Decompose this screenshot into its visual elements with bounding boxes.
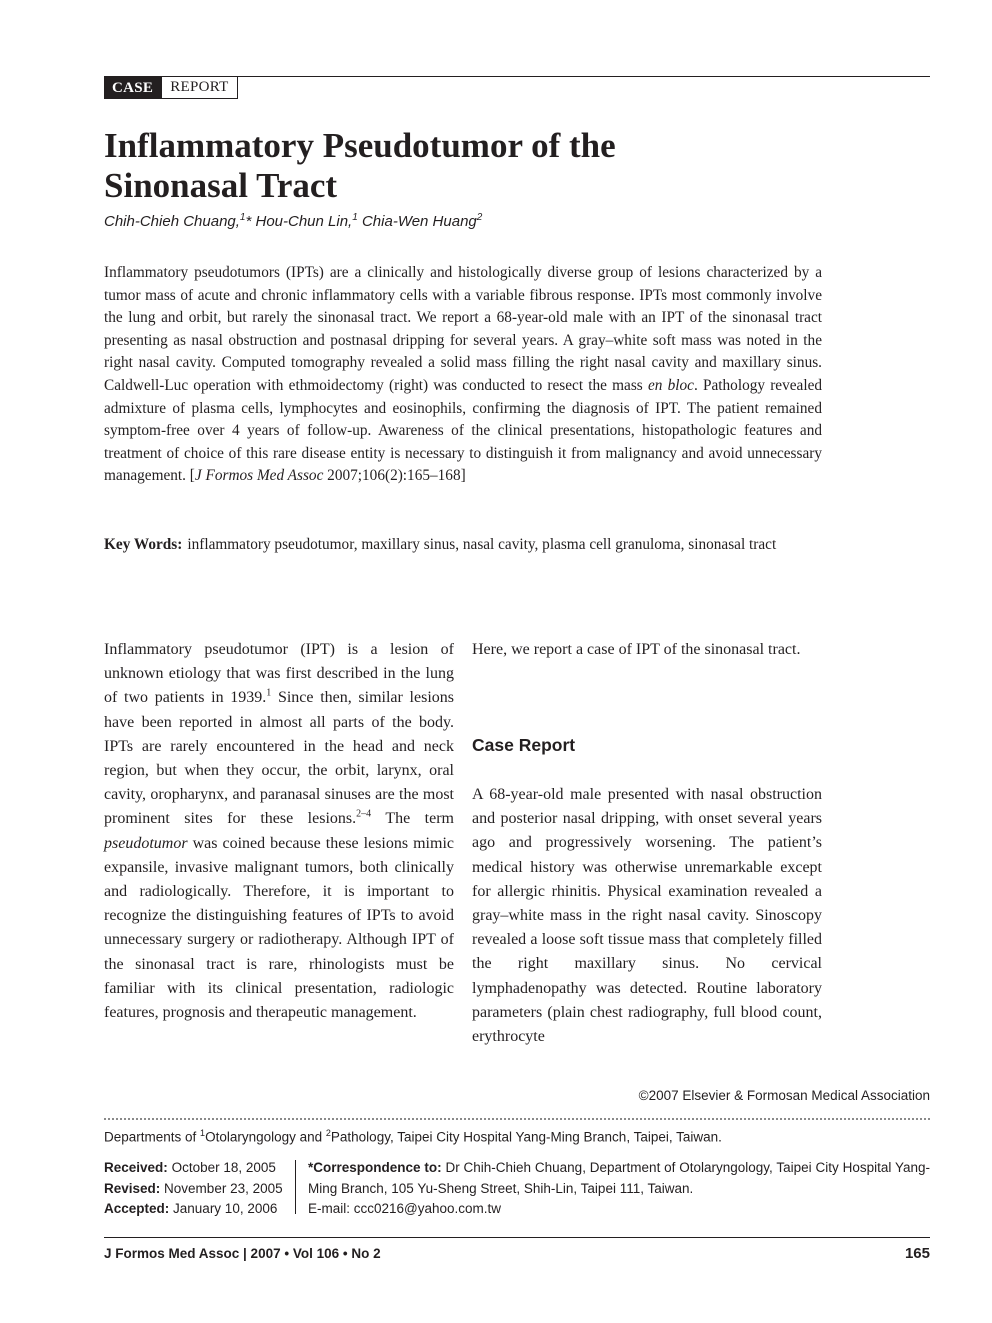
case-report-text: A 68-year-old male presented with nasal obstruction and posterior nasal dripping, with onset several years ago and progressively worsening. The patient’s medical history was otherwise unremarkable except for allergic rhinitis. Physical examination revealed a gray–white mass in the right nasal cavity. Sinoscopy revealed a loose soft tissue mass that completely filled the right maxillary sinus. No cervical lymphadenopathy was detected. Routine laboratory parameters (plain chest radiography, full blood count, erythrocyte: [472, 786, 822, 1046]
revised-value: November 23, 2005: [164, 1180, 283, 1196]
body-column-left: [104, 638, 454, 1025]
accepted-date: [104, 1199, 283, 1220]
keywords: [104, 534, 822, 556]
affil-sup-2: 2: [325, 1128, 331, 1138]
bottom-rule: [104, 1237, 930, 1238]
correspondence-label: *Correspondence to:: [308, 1160, 442, 1175]
correspondence-email-line: [308, 1199, 930, 1220]
affiliations: [104, 1128, 722, 1145]
dates-separator: [295, 1160, 296, 1214]
ref-sup-2: 2–4: [356, 809, 372, 821]
tag-report: REPORT: [161, 77, 237, 99]
correspondence-text: Dr Chih-Chieh Chuang, Department of Otolaryngology, Taipei City Hospital Yang-Ming Branch, 105 Yu-Sheng Street, Shih-Lin, Taipei 111, Taiwan.: [308, 1160, 930, 1196]
title-line-1: Inflammatory Pseudotumor of the: [104, 126, 616, 165]
affil-sup-1: 1: [200, 1128, 206, 1138]
received-label: Received:: [104, 1160, 168, 1175]
abstract-italic-en-bloc: en bloc: [647, 376, 694, 394]
author-3: Chia-Wen Huang: [361, 213, 477, 230]
abstract-citation-rest: 2007;106(2):165–168]: [323, 467, 466, 485]
author-1-corr-mark: *: [245, 213, 252, 230]
author-2: Hou-Chun Lin,: [255, 213, 353, 230]
abstract-part-2: . Pathology revealed admixture of plasma cells, lymphocytes and eosinophils, confirming the diagnosis of IPT. The patient remained symptom-free over 4 years of follow-up. Awareness of the clinical presentations, histopathologic features and treatment of choice of this rare disease entity is necessary to distinguish it from malignancy and avoid unnecessary management. [: [104, 376, 823, 485]
title-line-2: Sinonasal Tract: [104, 166, 338, 205]
author-list: [104, 212, 482, 230]
author-2-affil: 1: [352, 212, 358, 223]
case-report-heading: Case Report: [472, 735, 576, 755]
author-3-affil: 2: [476, 212, 483, 223]
email-address[interactable]: ccc0216@yahoo.com.tw: [353, 1201, 502, 1216]
affil-prefix: Departments of: [104, 1129, 201, 1145]
journal-footer: J Formos Med Assoc | 2007 • Vol 106 • No 2: [104, 1246, 381, 1261]
dotted-divider: [104, 1118, 930, 1120]
revised-date: [104, 1179, 283, 1200]
author-1-affil: 1: [239, 212, 246, 223]
intro-text-1: Inflammatory pseudotumor (IPT) is a lesion of unknown etiology that was first described in the lung of two patients in 1939.: [104, 641, 454, 707]
received-date: [104, 1158, 283, 1179]
abstract: [104, 262, 822, 488]
correspondence: [308, 1158, 930, 1220]
intro-text-3: The term: [371, 810, 454, 828]
intro-text-4: was coined because these lesions mimic expansile, invasive malignant tumors, both clinically and radiologically. Therefore, it is important to recognize the distinguishing features of IPTs to avoid unnecessary surgery or radiotherapy. Although IPT of the sinonasal tract is rare, rhinologists must be familiar with its clinical presentation, radiologic features, prognosis and therapeutic management.: [104, 834, 454, 1022]
article-type-tag: [104, 77, 238, 99]
intro-italic-term: pseudotumor: [104, 834, 188, 852]
accepted-label: Accepted:: [104, 1201, 170, 1216]
ref-sup-1: 1: [266, 688, 272, 700]
accepted-value: January 10, 2006: [173, 1201, 278, 1216]
article-dates: [104, 1158, 283, 1220]
correspondence-address: [308, 1158, 930, 1199]
intro-text-2: Since then, similar lesions have been reported in almost all parts of the body. IPTs are rarely encountered in the head and neck region, but when they occur, the orbit, larynx, oral cavity, oropharynx, and paranasal sinuses are the most prominent sites for these lesions.: [104, 689, 454, 828]
author-1: Chih-Chieh Chuang,: [104, 213, 240, 230]
keywords-text: inflammatory pseudotumor, maxillary sinus, nasal cavity, plasma cell granuloma, sinonasal tract: [187, 536, 777, 553]
abstract-citation-journal: J Formos Med Assoc: [194, 467, 324, 485]
tag-case: CASE: [104, 77, 161, 99]
body-column-right-intro: Here, we report a case of IPT of the sinonasal tract.: [472, 641, 801, 658]
page-number: 165: [904, 1245, 930, 1262]
affil-suffix: Pathology, Taipei City Hospital Yang-Ming Branch, Taipei, Taiwan.: [330, 1129, 722, 1145]
affil-middle: Otolaryngology and: [205, 1129, 326, 1145]
copyright-notice: ©2007 Elsevier & Formosan Medical Association: [638, 1088, 930, 1103]
revised-label: Revised:: [104, 1180, 161, 1196]
abstract-part-1: Inflammatory pseudotumors (IPTs) are a clinically and histologically diverse group of lesions characterized by a tumor mass of acute and chronic inflammatory cells with a variable fibrous response. IPTs most commonly involve the lung and orbit, but rarely the sinonasal tract. We report a 68-year-old male with an IPT of the sinonasal tract presenting as nasal obstruction and postnasal dripping for several years. A gray–white soft mass was noted in the right nasal cavity. Computed tomography revealed a solid mass filling the right nasal cavity and maxillary sinus. Caldwell-Luc operation with ethmoidectomy (right) was conducted to resect the mass: [104, 264, 822, 394]
email-label: E-mail:: [308, 1201, 354, 1216]
article-title: [104, 126, 864, 206]
received-value: October 18, 2005: [171, 1160, 276, 1175]
keywords-label: Key Words:: [104, 536, 183, 553]
